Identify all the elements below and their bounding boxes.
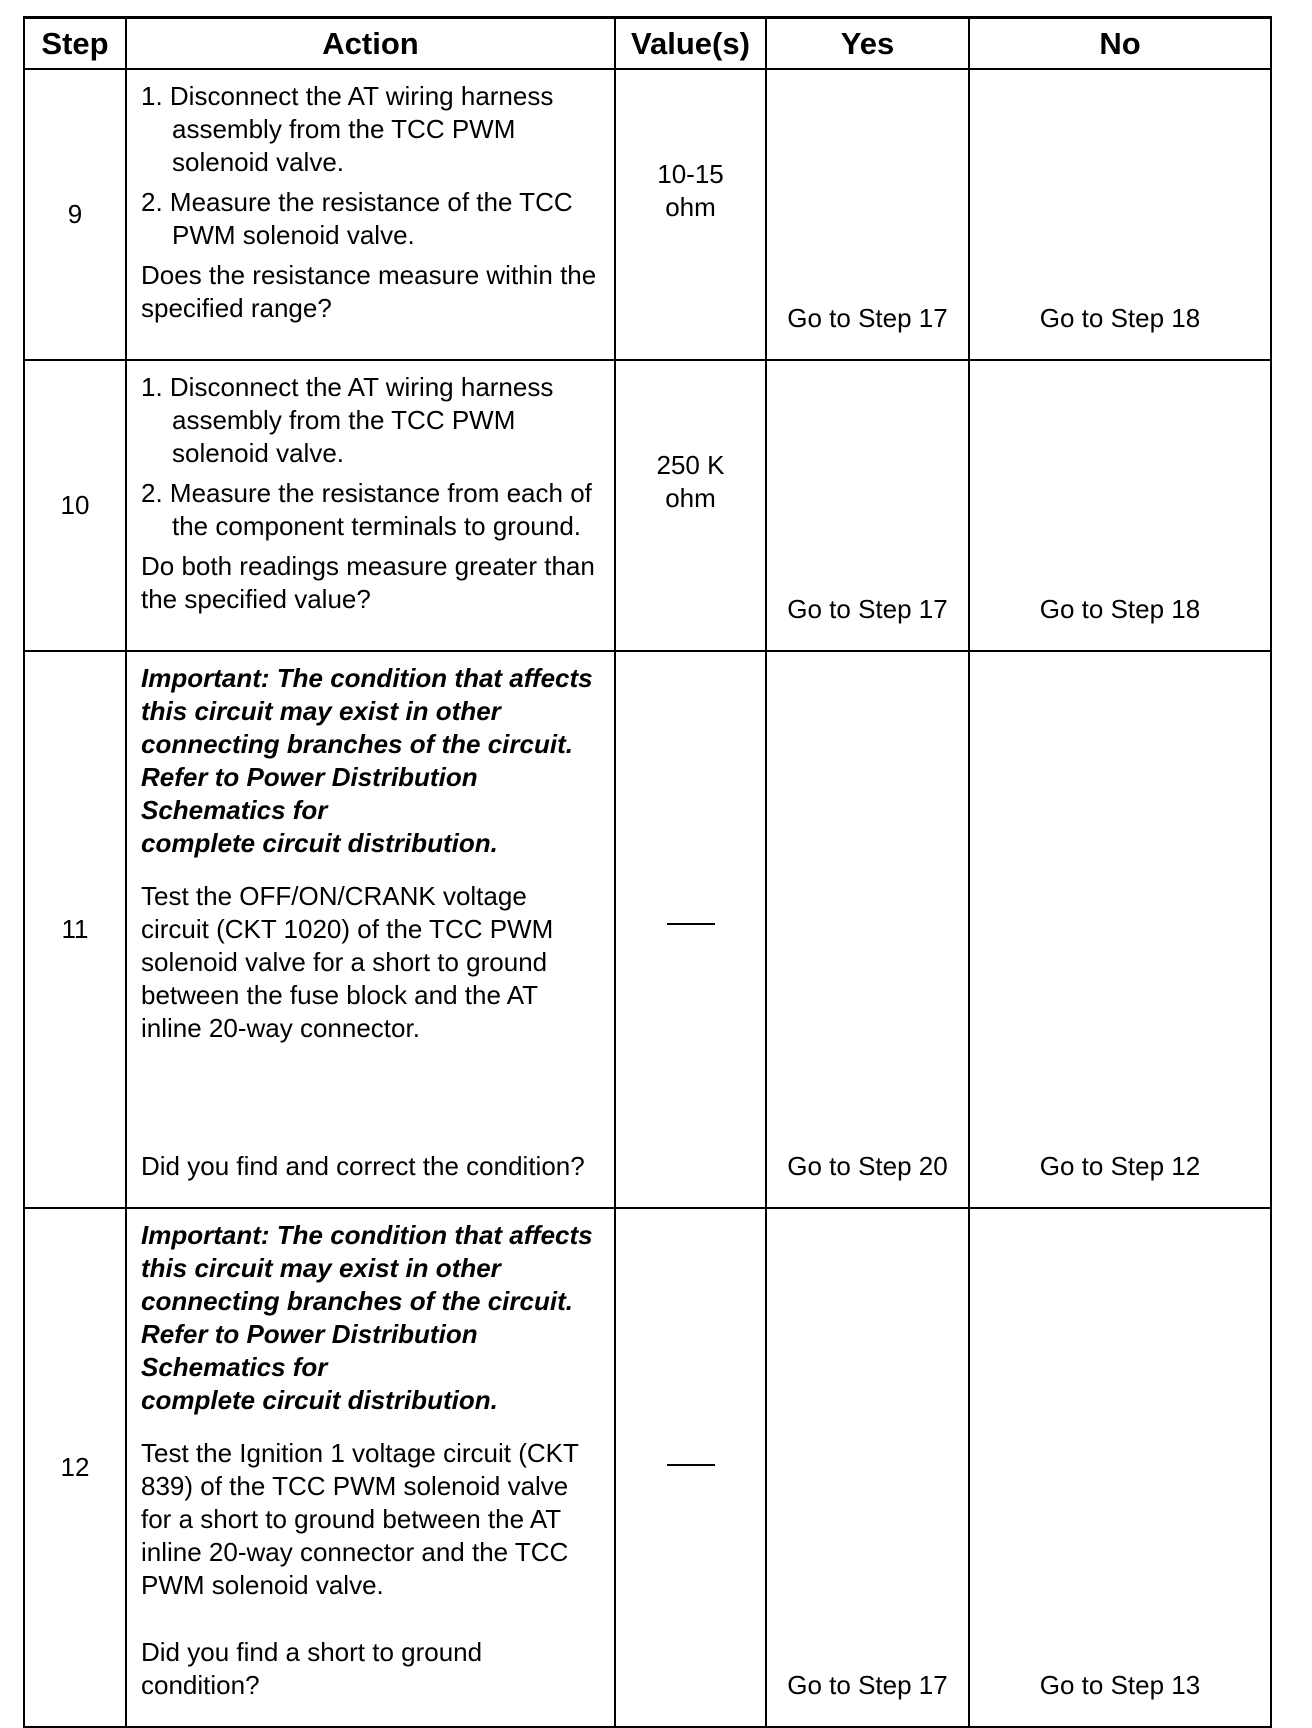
- action-cell: [126, 651, 615, 1208]
- value-cell: [615, 1208, 766, 1727]
- substep-list: [141, 371, 600, 543]
- substep: 2. Measure the resistance of the TCC PWM solenoid valve.: [141, 187, 573, 250]
- question-text: Do both readings measure greater than the specified value?: [141, 551, 595, 614]
- no-goto: Go to Step 13: [1039, 1670, 1201, 1700]
- table-row: [24, 360, 1271, 651]
- substep-list: [141, 80, 600, 252]
- value-cell: [615, 360, 766, 651]
- substep: 1. Disconnect the AT wiring harness assembly from the TCC PWM solenoid valve.: [141, 372, 554, 468]
- action-cell: [126, 1208, 615, 1727]
- substep: 1. Disconnect the AT wiring harness assembly from the TCC PWM solenoid valve.: [141, 81, 554, 177]
- value-dash: [667, 923, 715, 925]
- yes-cell: [766, 1208, 969, 1727]
- header-values: Value(s): [615, 18, 766, 70]
- value-text: [616, 158, 765, 224]
- no-goto: Go to Step 18: [1039, 303, 1201, 333]
- value-unit: ohm: [665, 192, 716, 222]
- step-number: 9: [24, 69, 126, 360]
- step-number: 11: [24, 651, 126, 1208]
- important-text-tail: complete circuit distribution.: [141, 1385, 498, 1415]
- no-cell: [969, 651, 1271, 1208]
- header-yes: Yes: [766, 18, 969, 70]
- yes-goto: Go to Step 17: [787, 594, 948, 624]
- table-row: [24, 651, 1271, 1208]
- diagnostic-table: [23, 16, 1272, 1728]
- important-text: Important: The condition that affects this circuit may exist in other connecting branches of the circuit. Refer to Power Distribution Schematics for: [141, 663, 593, 825]
- value-line: 10-15: [657, 159, 724, 189]
- important-text: Important: The condition that affects this circuit may exist in other connecting branches of the circuit. Refer to Power Distribution Schematics for: [141, 1220, 593, 1382]
- no-cell: [969, 360, 1271, 651]
- table-row: [24, 1208, 1271, 1727]
- yes-cell: [766, 651, 969, 1208]
- no-goto: Go to Step 12: [1039, 1151, 1201, 1181]
- important-text-tail: complete circuit distribution.: [141, 828, 498, 858]
- substep: 2. Measure the resistance from each of the component terminals to ground.: [141, 478, 592, 541]
- test-instruction: Test the Ignition 1 voltage circuit (CKT 839) of the TCC PWM solenoid valve for a short to ground between the AT inline 20-way connector and the TCC PWM solenoid valve.: [141, 1438, 579, 1600]
- step-number: 10: [24, 360, 126, 651]
- header-step: Step: [24, 18, 126, 70]
- action-cell: [126, 69, 615, 360]
- value-dash: [667, 1464, 715, 1466]
- yes-goto: Go to Step 17: [787, 303, 948, 333]
- question-text: Did you find a short to ground condition?: [141, 1637, 483, 1700]
- no-cell: [969, 1208, 1271, 1727]
- value-line: 250 K: [656, 450, 725, 480]
- value-unit: ohm: [665, 483, 716, 513]
- yes-goto: Go to Step 20: [787, 1151, 948, 1181]
- value-text: [616, 449, 765, 515]
- value-cell: [615, 69, 766, 360]
- header-row: [24, 18, 1271, 70]
- no-goto: Go to Step 18: [1039, 594, 1201, 624]
- question-text: Does the resistance measure within the specified range?: [141, 260, 597, 323]
- step-number: 12: [24, 1208, 126, 1727]
- question-text: Did you find and correct the condition?: [141, 1151, 585, 1181]
- header-no: No: [969, 18, 1271, 70]
- no-cell: [969, 69, 1271, 360]
- yes-cell: [766, 69, 969, 360]
- important-note: [141, 1219, 600, 1417]
- action-cell: [126, 360, 615, 651]
- test-instruction: Test the OFF/ON/CRANK voltage circuit (CKT 1020) of the TCC PWM solenoid valve for a short to ground between the fuse block and the AT inline 20-way connector.: [141, 881, 554, 1043]
- header-action: Action: [126, 18, 615, 70]
- yes-goto: Go to Step 17: [787, 1670, 948, 1700]
- important-note: [141, 662, 600, 860]
- value-cell: [615, 651, 766, 1208]
- yes-cell: [766, 360, 969, 651]
- table-row: [24, 69, 1271, 360]
